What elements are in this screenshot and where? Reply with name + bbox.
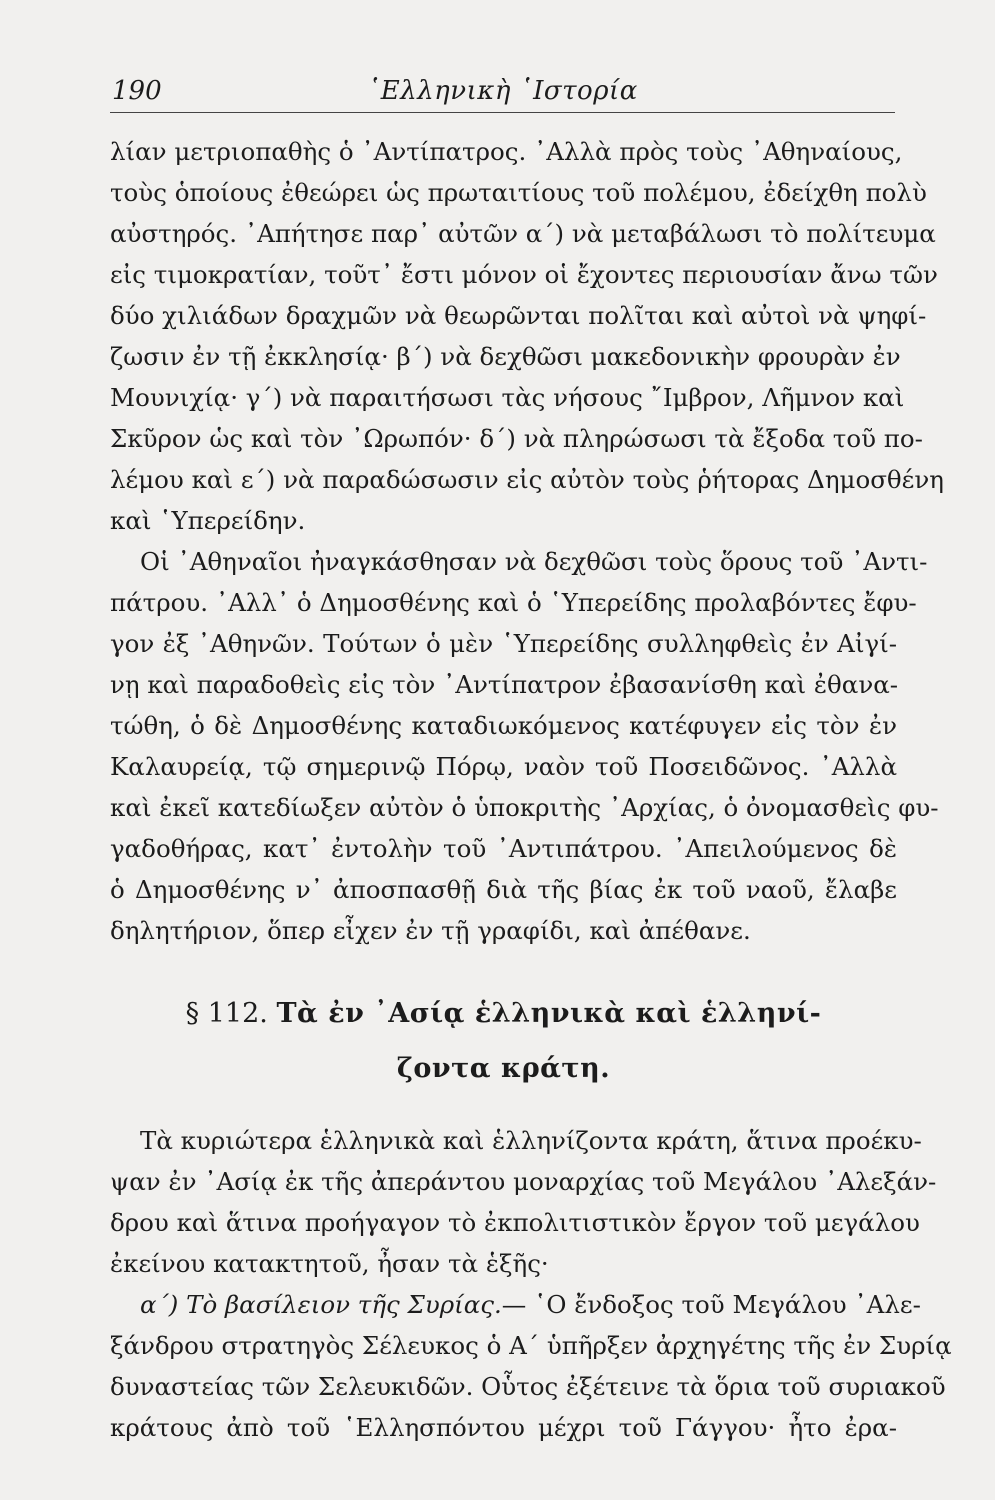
text-line: Καλαυρείᾳ, τῷ σημερινῷ Πόρῳ, ναὸν τοῦ Ποσειδῶνος. ᾿Αλλὰ: [110, 752, 897, 781]
text-line: ὁ Δημοσθένης ν᾿ ἀποσπασθῇ διὰ τῆς βίας ἐκ τοῦ ναοῦ, ἔλαβε: [110, 875, 897, 904]
text-line: καὶ ῾Υπερείδην.: [110, 506, 306, 535]
section-title-line2: ζοντα κράτη.: [396, 1053, 611, 1084]
section-heading-continued: [110, 1047, 897, 1091]
text-line: τοὺς ὁποίους ἐθεώρει ὡς πρωταιτίους τοῦ πολέμου, ἐδείχθη πολὺ: [110, 178, 927, 207]
text-line: λέμου καὶ ε΄) νὰ παραδώσωσιν εἰς αὐτὸν τοὺς ῥήτορας Δημοσθένη: [110, 465, 944, 494]
text-line: κράτους ἀπὸ τοῦ ῾Ελλησπόντου μέχρι τοῦ Γάγγου· ἦτο ἐρα-: [110, 1413, 897, 1442]
text-line: εἰς τιμοκρατίαν, τοῦτ᾿ ἔστι μόνον οἱ ἔχοντες περιουσίαν ἄνω τῶν: [110, 260, 938, 289]
subsection-text: — ῾Ο ἔνδοξος τοῦ Μεγάλου ᾿Αλε-: [501, 1290, 921, 1319]
running-title: ῾Ελληνικὴ ῾Ιστορία: [367, 76, 638, 106]
page-number: 190: [112, 76, 162, 106]
text-line: ξάνδρου στρατηγὸς Σέλευκος ὁ Α΄ ὑπῆρξεν ἀρχηγέτης τῆς ἐν Συρίᾳ: [110, 1331, 952, 1360]
text-line: ζωσιν ἐν τῇ ἐκκλησίᾳ· β΄) νὰ δεχθῶσι μακεδονικὴν φρουρὰν ἐν: [110, 342, 901, 371]
text-line: λίαν μετριοπαθὴς ὁ ᾿Αντίπατρος. ᾿Αλλὰ πρὸς τοὺς ᾿Αθηναίους,: [110, 137, 903, 166]
text-line: πάτρου. ᾿Αλλ᾿ ὁ Δημοσθένης καὶ ὁ ῾Υπερείδης προλαβόντες ἔφυ-: [110, 588, 917, 617]
text-line: αὐστηρός. ᾿Απήτησε παρ᾿ αὐτῶν α΄) νὰ μεταβάλωσι τὸ πολίτευμα: [110, 219, 936, 248]
text-line: τώθη, ὁ δὲ Δημοσθένης καταδιωκόμενος κατέφυγεν εἰς τὸν ἐν: [110, 711, 897, 740]
section-symbol: §: [185, 998, 200, 1029]
text-line: Σκῦρον ὡς καὶ τὸν ᾿Ωρωπόν· δ΄) νὰ πληρώσωσι τὰ ἔξοδα τοῦ πο-: [110, 424, 923, 453]
text-line: γαδοθήρας, κατ᾿ ἐντολὴν τοῦ ᾿Αντιπάτρου. ᾿Απειλούμενος δὲ: [110, 834, 897, 863]
text-line: καὶ ἐκεῖ κατεδίωξεν αὐτὸν ὁ ὑποκριτὴς ᾿Αρχίας, ὁ ὀνομασθεὶς φυ-: [110, 793, 939, 822]
text-line: ἐκείνου κατακτητοῦ, ἦσαν τὰ ἑξῆς·: [110, 1249, 549, 1278]
text-line: δύο χιλιάδων δραχμῶν νὰ θεωρῶνται πολῖται καὶ αὐτοὶ νὰ ψηφί-: [110, 301, 927, 330]
text-line: γον ἐξ ᾿Αθηνῶν. Τούτων ὁ μὲν ῾Υπερείδης συλληφθεὶς ἐν Αἰγί-: [110, 629, 897, 658]
subsection-title: α΄) Τὸ βασίλειον τῆς Συρίας.: [140, 1290, 502, 1319]
text-line: ψαν ἐν ᾿Ασίᾳ ἐκ τῆς ἀπεράντου μοναρχίας τοῦ Μεγάλου ᾿Αλεξάν-: [110, 1167, 937, 1196]
text-line: νῃ καὶ παραδοθεὶς εἰς τὸν ᾿Αντίπατρον ἐβασανίσθη καὶ ἐθανα-: [110, 670, 899, 699]
text-line: δηλητήριον, ὅπερ εἶχεν ἐν τῇ γραφίδι, καὶ ἀπέθανε.: [110, 916, 751, 945]
text-line: Οἱ ᾿Αθηναῖοι ἠναγκάσθησαν νὰ δεχθῶσι τοὺς ὅρους τοῦ ᾿Αντι-: [140, 547, 928, 576]
section-heading: [110, 992, 897, 1036]
running-head: [110, 72, 895, 113]
subsection-line: [140, 1287, 921, 1323]
section-number: 112.: [207, 998, 268, 1029]
section-title-line1: Τὰ ἐν ᾿Ασίᾳ ἑλληνικὰ καὶ ἑλληνί-: [276, 998, 822, 1029]
text-line: δυναστείας τῶν Σελευκιδῶν. Οὗτος ἐξέτεινε τὰ ὅρια τοῦ συριακοῦ: [110, 1372, 946, 1401]
text-line: Μουνιχίᾳ· γ΄) νὰ παραιτήσωσι τὰς νήσους ῎Ιμβρον, Λῆμνον καὶ: [110, 383, 905, 412]
text-line: δρου καὶ ἅτινα προήγαγον τὸ ἐκπολιτιστικὸν ἔργον τοῦ μεγάλου: [110, 1208, 920, 1237]
text-line: Τὰ κυριώτερα ἑλληνικὰ καὶ ἑλληνίζοντα κράτη, ἅτινα προέκυ-: [140, 1126, 922, 1155]
